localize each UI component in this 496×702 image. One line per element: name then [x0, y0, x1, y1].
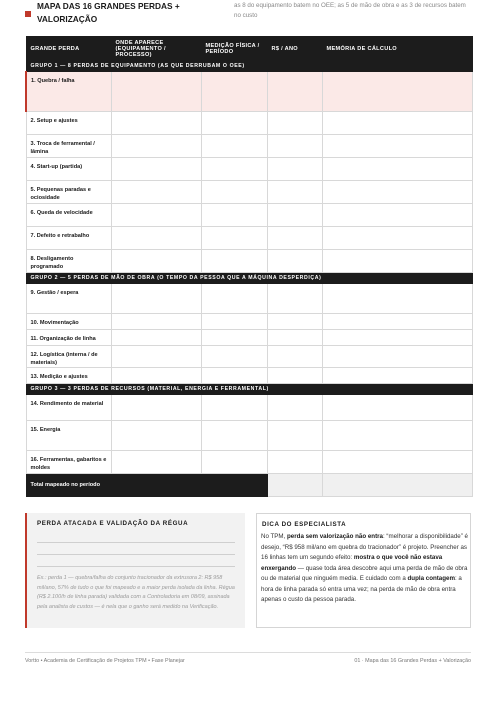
cell-calc[interactable] — [322, 330, 472, 346]
cell-where[interactable] — [111, 421, 201, 451]
tip-text: : a hora de linha parada só entra uma vez; na perda de mão de obra entra apenas o custo da pessoa parada. — [261, 575, 462, 603]
cell-where[interactable] — [111, 284, 201, 314]
col-header-measure: MEDIÇÃO FÍSICA / PERÍODO — [201, 37, 267, 61]
cell-where[interactable] — [111, 227, 201, 250]
cell-measure[interactable] — [201, 395, 267, 421]
loss-10: 10. Movimentação — [26, 314, 111, 330]
cell-calc[interactable] — [322, 227, 472, 250]
loss-7: 7. Defeito e retrabalho — [26, 227, 111, 250]
page-subtitle: as 8 do equipamento batem no OEE; as 5 de mão de obra e as 3 de recursos batem no custo — [234, 2, 466, 19]
cell-where[interactable] — [111, 250, 201, 273]
cell-value[interactable] — [267, 395, 322, 421]
write-line[interactable] — [37, 566, 235, 567]
cell-where[interactable] — [111, 181, 201, 204]
cell-where[interactable] — [111, 158, 201, 181]
cell-calc[interactable] — [322, 250, 472, 273]
cell-calc[interactable] — [322, 368, 472, 384]
cell-calc[interactable] — [322, 204, 472, 227]
cell-value[interactable] — [267, 204, 322, 227]
header-square-icon — [25, 11, 31, 17]
cell-measure[interactable] — [201, 250, 267, 273]
cell-where[interactable] — [111, 368, 201, 384]
cell-value[interactable] — [267, 135, 322, 158]
tip-emphasis: dupla contagem — [407, 575, 455, 582]
tip-text: : “melhorar a disponibilidade” é desejo, “R$ 958 mil/ano em quebra do tracionador” é projeto. Preencher as 16 linhas tem um segundo efeito: — [261, 533, 468, 561]
tip-body — [261, 532, 468, 606]
cell-measure[interactable] — [201, 451, 267, 474]
cell-value[interactable] — [267, 250, 322, 273]
cell-where[interactable] — [111, 330, 201, 346]
cell-where[interactable] — [111, 451, 201, 474]
cell-calc[interactable] — [322, 72, 472, 112]
cell-measure[interactable] — [201, 72, 267, 112]
cell-calc[interactable] — [322, 158, 472, 181]
cell-measure[interactable] — [201, 346, 267, 368]
cell-value[interactable] — [267, 330, 322, 346]
group-3-title: GRUPO 3 — 3 PERDAS DE RECURSOS (MATERIAL, ENERGIA E FERRAMENTAL) — [26, 384, 472, 395]
cell-measure[interactable] — [201, 368, 267, 384]
col-header-calc: MEMÓRIA DE CÁLCULO — [322, 37, 472, 61]
loss-3: 3. Troca de ferramental / lâmina — [26, 135, 111, 158]
panel-example: Ex.: perda 1 — quebra/falha do conjunto tracionador da extrusora 2: R$ 958 mil/ano, 57% de tudo o que foi mapeado e a maior perda isolada da linha. Régua (R$ 2.100/h de linha parada) validada com a Controladoria em 08/09, assinada pela analista de custos — é nela que o ganho será medido na Verificação. — [37, 575, 235, 610]
footer-left: Vortto • Academia de Certificação de Projetos TPM • Fase Planejar — [25, 658, 185, 664]
cell-measure[interactable] — [201, 314, 267, 330]
cell-where[interactable] — [111, 135, 201, 158]
cell-value[interactable] — [267, 158, 322, 181]
loss-2: 2. Setup e ajustes — [26, 112, 111, 135]
cell-value[interactable] — [267, 314, 322, 330]
cell-measure[interactable] — [201, 158, 267, 181]
cell-measure[interactable] — [201, 204, 267, 227]
panel-title: PERDA ATACADA E VALIDAÇÃO DA RÉGUA — [37, 520, 189, 527]
total-value-cell[interactable] — [267, 474, 322, 497]
col-header-value: R$ / ANO — [267, 37, 322, 61]
footer-right: 01 · Mapa das 16 Grandes Perdas + Valorização — [354, 658, 471, 664]
total-calc-cell[interactable] — [322, 474, 472, 497]
group-2-title: GRUPO 2 — 5 PERDAS DE MÃO DE OBRA (O TEMPO DA PESSOA QUE A MÁQUINA DESPERDIÇA) — [26, 273, 472, 284]
cell-value[interactable] — [267, 346, 322, 368]
tip-emphasis: perda sem valorização não entra — [287, 533, 383, 540]
cell-calc[interactable] — [322, 421, 472, 451]
cell-calc[interactable] — [322, 395, 472, 421]
col-header-loss: GRANDE PERDA — [26, 37, 111, 61]
page-title: MAPA DAS 16 GRANDES PERDAS + VALORIZAÇÃO — [37, 1, 180, 24]
cell-calc[interactable] — [322, 451, 472, 474]
loss-15: 15. Energia — [26, 421, 111, 451]
cell-measure[interactable] — [201, 181, 267, 204]
write-line[interactable] — [37, 554, 235, 555]
loss-16: 16. Ferramentas, gabaritos e moldes — [26, 451, 111, 474]
cell-where[interactable] — [111, 112, 201, 135]
loss-12: 12. Logística (interna / de materiais) — [26, 346, 111, 368]
tip-emphasis: mostra o que você não estava enxergando — [261, 554, 443, 572]
total-label: Total mapeado no período — [26, 474, 267, 497]
cell-measure[interactable] — [201, 330, 267, 346]
loss-1: 1. Quebra / falha — [26, 72, 111, 112]
cell-value[interactable] — [267, 112, 322, 135]
cell-where[interactable] — [111, 72, 201, 112]
cell-value[interactable] — [267, 451, 322, 474]
cell-where[interactable] — [111, 395, 201, 421]
cell-measure[interactable] — [201, 135, 267, 158]
cell-value[interactable] — [267, 368, 322, 384]
loss-11: 11. Organização de linha — [26, 330, 111, 346]
cell-calc[interactable] — [322, 112, 472, 135]
group-1-title: GRUPO 1 — 8 PERDAS DE EQUIPAMENTO (AS QUE DERRUBAM O OEE) — [26, 61, 472, 72]
col-header-where: ONDE APARECE (EQUIPAMENTO / PROCESSO) — [111, 37, 201, 61]
tip-text: No TPM, — [261, 533, 288, 540]
write-line[interactable] — [37, 542, 235, 543]
cell-value[interactable] — [267, 181, 322, 204]
cell-calc[interactable] — [322, 284, 472, 314]
loss-9: 9. Gestão / espera — [26, 284, 111, 314]
cell-calc[interactable] — [322, 181, 472, 204]
cell-where[interactable] — [111, 346, 201, 368]
losses-table — [25, 36, 473, 497]
tip-text: — quase toda área descobre aqui uma perda de mão de obra ou de material que ninguém media. E cuidado com a — [261, 564, 468, 582]
footer-divider — [25, 652, 471, 653]
cell-measure[interactable] — [201, 421, 267, 451]
loss-4: 4. Start-up (partida) — [26, 158, 111, 181]
loss-6: 6. Queda de velocidade — [26, 204, 111, 227]
cell-calc[interactable] — [322, 314, 472, 330]
expert-tip-box — [256, 513, 471, 628]
loss-14: 14. Rendimento de material — [26, 395, 111, 421]
cell-calc[interactable] — [322, 135, 472, 158]
cell-value[interactable] — [267, 227, 322, 250]
cell-value[interactable] — [267, 421, 322, 451]
cell-value[interactable] — [267, 284, 322, 314]
cell-measure[interactable] — [201, 284, 267, 314]
cell-where[interactable] — [111, 314, 201, 330]
loss-8: 8. Desligamento programado — [26, 250, 111, 273]
attacked-loss-panel — [25, 513, 245, 628]
cell-where[interactable] — [111, 204, 201, 227]
tip-title: DICA DO ESPECIALISTA — [262, 521, 347, 528]
cell-measure[interactable] — [201, 112, 267, 135]
loss-5: 5. Pequenas paradas e ociosidade — [26, 181, 111, 204]
cell-calc[interactable] — [322, 346, 472, 368]
cell-measure[interactable] — [201, 227, 267, 250]
cell-value[interactable] — [267, 72, 322, 112]
loss-13: 13. Medição e ajustes — [26, 368, 111, 384]
